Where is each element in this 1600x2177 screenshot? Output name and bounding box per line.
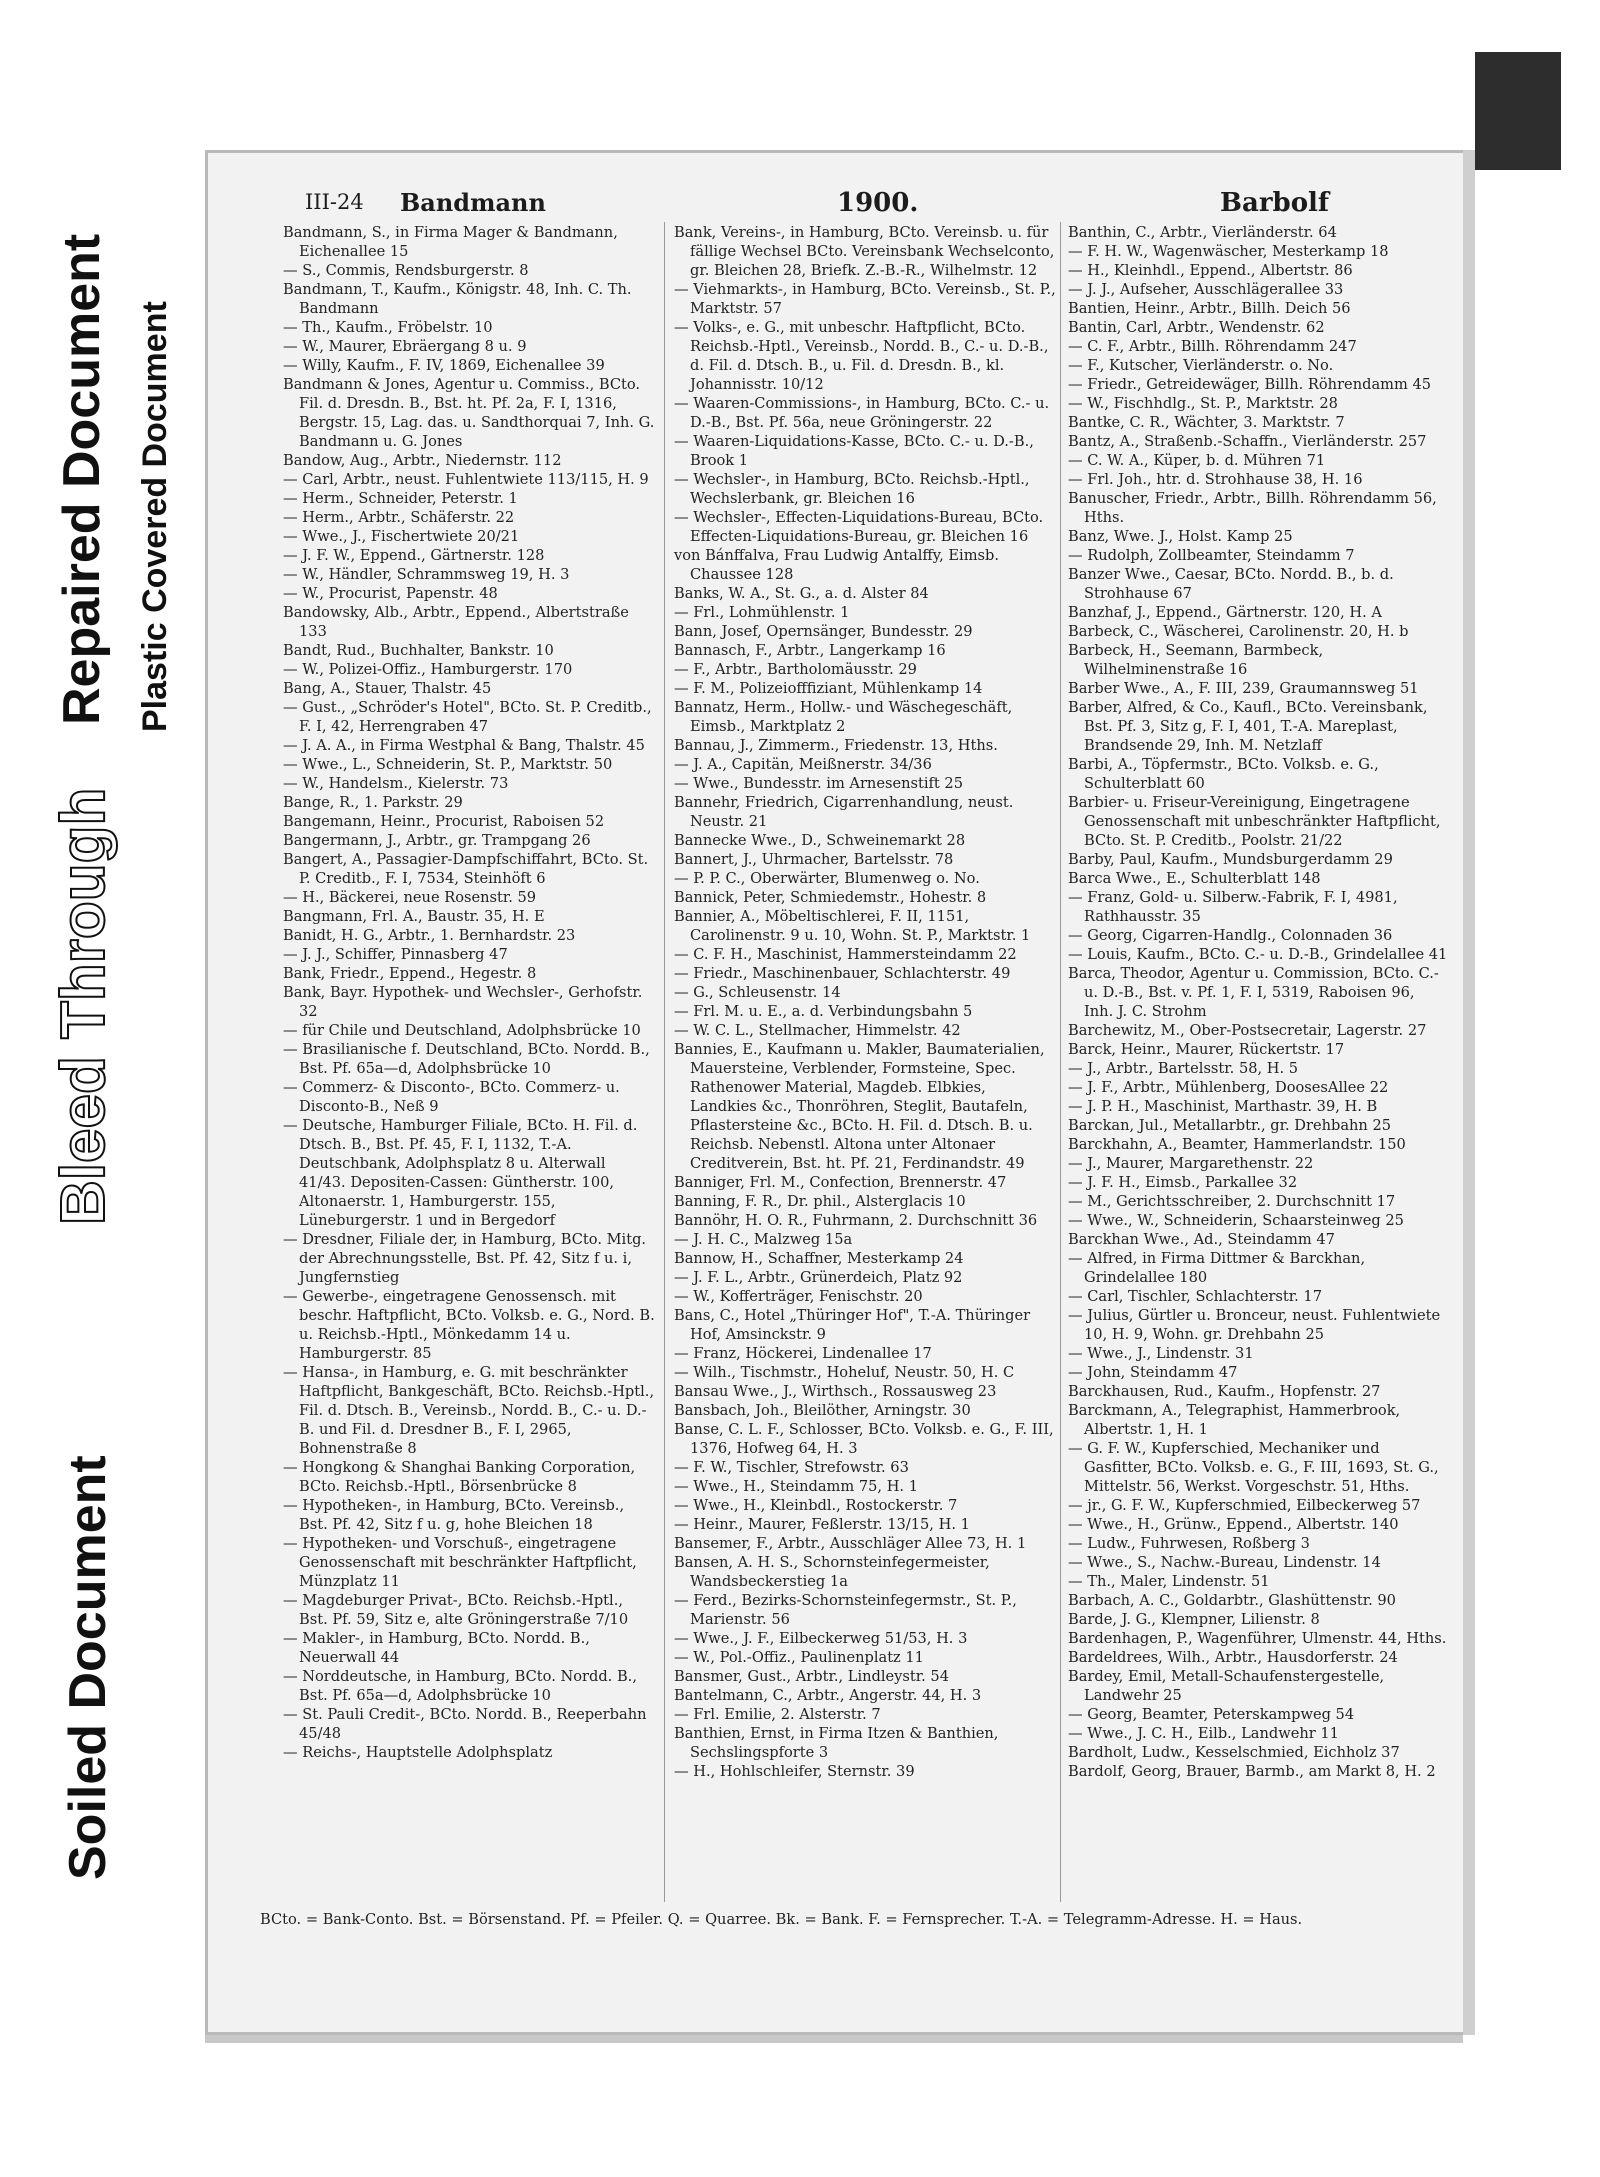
- directory-entry: Bandmann & Jones, Agentur u. Commiss., BCto. Fil. d. Dresdn. B., Bst. ht. Pf. 2a, F. I, 1316, Bergstr. 15, Lag. das. u. Sandthorquai 7, Inh. G. Bandmann u. G. Jones: [283, 376, 655, 450]
- dark-corner-strip: [1475, 52, 1561, 170]
- directory-entry: — S., Commis, Rendsburgerstr. 8: [283, 262, 529, 279]
- directory-entry: — C. W. A., Küper, b. d. Mühren 71: [1068, 452, 1326, 469]
- directory-entry: — Frl. Emilie, 2. Alsterstr. 7: [674, 1706, 881, 1723]
- directory-entry: Bandow, Aug., Arbtr., Niedernstr. 112: [283, 452, 562, 469]
- directory-entry: Bandmann, T., Kaufm., Königstr. 48, Inh. C. Th. Bandmann: [283, 281, 632, 317]
- directory-entry: Bantelmann, C., Arbtr., Angerstr. 44, H. 3: [674, 1687, 982, 1704]
- directory-entry: — W., Pol.-Offiz., Paulinenplatz 11: [674, 1649, 924, 1666]
- directory-entry: — W., Procurist, Papenstr. 48: [283, 585, 498, 602]
- directory-entry: — F. M., Polizeiofffiziant, Mühlenkamp 14: [674, 680, 983, 697]
- directory-entry: Bang, A., Stauer, Thalstr. 45: [283, 680, 492, 697]
- directory-entry: Bangmann, Frl. A., Baustr. 35, H. E: [283, 908, 545, 925]
- directory-entry: Barber Wwe., A., F. III, 239, Graumannsweg 51: [1068, 680, 1419, 697]
- directory-entry: Bannick, Peter, Schmiedemstr., Hohestr. 8: [674, 889, 987, 906]
- directory-entry: — Norddeutsche, in Hamburg, BCto. Nordd. B., Bst. Pf. 65a—d, Adolphsbrücke 10: [283, 1668, 637, 1704]
- directory-entry: — F., Kutscher, Vierländerstr. o. No.: [1068, 357, 1334, 374]
- directory-entry: Barbeck, H., Seemann, Barmbeck, Wilhelminenstraße 16: [1068, 642, 1324, 678]
- directory-entry: Barbach, A. C., Goldarbtr., Glashüttenstr. 90: [1068, 1592, 1396, 1609]
- directory-entry: — Ferd., Bezirks-Schornsteinfegermstr., St. P., Marienstr. 56: [674, 1592, 1017, 1628]
- directory-entry: — Herm., Arbtr., Schäferstr. 22: [283, 509, 515, 526]
- directory-entry: Bansemer, F., Arbtr., Ausschläger Allee 73, H. 1: [674, 1535, 1027, 1552]
- directory-entry: Bansau Wwe., J., Wirthsch., Rossausweg 23: [674, 1383, 997, 1400]
- directory-entry: Bantin, Carl, Arbtr., Wendenstr. 62: [1068, 319, 1325, 336]
- page-edge-strip: [1463, 150, 1475, 2035]
- directory-entry: — J., Maurer, Margarethenstr. 22: [1068, 1155, 1314, 1172]
- directory-entry: — Wwe., H., Steindamm 75, H. 1: [674, 1478, 918, 1495]
- directory-entry: Barckhahn, A., Beamter, Hammerlandstr. 150: [1068, 1136, 1406, 1153]
- directory-entry: Banzhaf, J., Eppend., Gärtnerstr. 120, H. A: [1068, 604, 1382, 621]
- directory-entry: Barbi, A., Töpfermstr., BCto. Volksb. e. G., Schulterblatt 60: [1068, 756, 1379, 792]
- directory-entry: — Louis, Kaufm., BCto. C.- u. D.-B., Grindelallee 41: [1068, 946, 1448, 963]
- directory-entry: — H., Bäckerei, neue Rosenstr. 59: [283, 889, 537, 906]
- directory-entry: — J. F., Arbtr., Mühlenberg, DoosesAllee 22: [1068, 1079, 1389, 1096]
- directory-entry: Banuscher, Friedr., Arbtr., Billh. Röhrendamm 56, Hths.: [1068, 490, 1437, 526]
- directory-entry: Bannatz, Herm., Hollw.- und Wäschegeschäft, Eimsb., Marktplatz 2: [674, 699, 1013, 735]
- stamp-soiled-document: Soiled Document: [59, 1455, 117, 1880]
- directory-entry: — Wwe., S., Nachw.-Bureau, Lindenstr. 14: [1068, 1554, 1381, 1571]
- directory-entry: — Commerz- & Disconto-, BCto. Commerz- u. Disconto-B., Neß 9: [283, 1079, 620, 1115]
- column-rule-2: [1060, 222, 1061, 1902]
- directory-entry: — Frl. M. u. E., a. d. Verbindungsbahn 5: [674, 1003, 973, 1020]
- directory-entry: — F. W., Tischler, Strefowstr. 63: [674, 1459, 909, 1476]
- directory-entry: Bardolf, Georg, Brauer, Barmb., am Markt 8, H. 2: [1068, 1763, 1436, 1780]
- directory-entry: Bannow, H., Schaffner, Mesterkamp 24: [674, 1250, 964, 1267]
- directory-entry: — Waaren-Liquidations-Kasse, BCto. C.- u. D.-B., Brook 1: [674, 433, 1034, 469]
- directory-entry: — Frl. Joh., htr. d. Strohhause 38, H. 16: [1068, 471, 1363, 488]
- directory-entry: Barckhan Wwe., Ad., Steindamm 47: [1068, 1231, 1335, 1248]
- directory-entry: — W., Kofferträger, Fenischstr. 20: [674, 1288, 923, 1305]
- left-keyword: Bandmann: [400, 188, 546, 217]
- directory-entry: Bannöhr, H. O. R., Fuhrmann, 2. Durchschnitt 36: [674, 1212, 1038, 1229]
- directory-entry: — G. F. W., Kupferschied, Mechaniker und Gasfitter, BCto. Volksb. e. G., F. III, 1693, St. G., Mittelstr. 56, Werkst. Vorgeschstr. 51, Hths.: [1068, 1440, 1439, 1495]
- directory-entry: — Volks-, e. G., mit unbeschr. Haftpflicht, BCto. Reichsb.-Hptl., Vereinsb., Nordd. B., C.- u. D.-B., d. Fil. d. Dtsch. B., u. Fil. d. Dresdn. B., kl. Johannisstr. 10/12: [674, 319, 1049, 393]
- directory-entry: — Frl., Lohmühlenstr. 1: [674, 604, 850, 621]
- directory-entry: Banzer Wwe., Caesar, BCto. Nordd. B., b. d. Strohhause 67: [1068, 566, 1394, 602]
- directory-entry: Bannecke Wwe., D., Schweinemarkt 28: [674, 832, 966, 849]
- directory-entry: Bannies, E., Kaufmann u. Makler, Baumaterialien, Mauersteine, Verblender, Formsteine, Spec. Rathenower Material, Magdeb. Elbkies, Landkies &c., Thonröhren, Steglit, Bautafeln, Pflastersteine &c., BCto. H. Fil. d. Dtsch. B. u. Reichsb. Nebenstl. Altona unter Altonaer Creditverein, Bst. ht. Pf. 21, Ferdinandstr. 49: [674, 1041, 1045, 1172]
- directory-entry: Bantz, A., Straßenb.-Schaffn., Vierländerstr. 257: [1068, 433, 1427, 450]
- directory-entry: — Hypotheken-, in Hamburg, BCto. Vereinsb., Bst. Pf. 42, Sitz f u. g, hohe Bleichen 18: [283, 1497, 625, 1533]
- directory-entry: — W., Händler, Schrammsweg 19, H. 3: [283, 566, 570, 583]
- directory-entry: Bannasch, F., Arbtr., Langerkamp 16: [674, 642, 946, 659]
- directory-entry: Bardeldrees, Wilh., Arbtr., Hausdorferstr. 24: [1068, 1649, 1398, 1666]
- directory-entry: Bangermann, J., Arbtr., gr. Trampgang 26: [283, 832, 591, 849]
- directory-entry: Bannier, A., Möbeltischlerei, F. II, 1151, Carolinenstr. 9 u. 10, Wohn. St. P., Marktstr. 1: [674, 908, 1031, 944]
- stamp-plastic-covered-document: Plastic Covered Document: [136, 301, 174, 732]
- directory-entry: — C. F. H., Maschinist, Hammersteindamm 22: [674, 946, 1017, 963]
- directory-entry: — Th., Maler, Lindenstr. 51: [1068, 1573, 1270, 1590]
- directory-entry: Bantke, C. R., Wächter, 3. Marktstr. 7: [1068, 414, 1345, 431]
- directory-entry: Bantien, Heinr., Arbtr., Billh. Deich 56: [1068, 300, 1351, 317]
- column-rule-1: [664, 222, 665, 1902]
- directory-entry: — jr., G. F. W., Kupferschmied, Eilbeckerweg 57: [1068, 1497, 1421, 1514]
- stamp-bleed-text: Bleed Through: [49, 787, 118, 1225]
- directory-entry: Barde, J. G., Klempner, Lilienstr. 8: [1068, 1611, 1320, 1628]
- directory-entry: — Wilh., Tischmstr., Hoheluf, Neustr. 50, H. C: [674, 1364, 1015, 1381]
- directory-entry: — J. F. W., Eppend., Gärtnerstr. 128: [283, 547, 545, 564]
- year: 1900.: [837, 188, 919, 218]
- directory-entry: Banthin, C., Arbtr., Vierländerstr. 64: [1068, 224, 1337, 241]
- directory-entry: Bann, Josef, Opernsänger, Bundesstr. 29: [674, 623, 973, 640]
- directory-entry: Bardholt, Ludw., Kesselschmied, Eichholz 37: [1068, 1744, 1400, 1761]
- directory-entry: Barca Wwe., E., Schulterblatt 148: [1068, 870, 1321, 887]
- directory-entry: Bangert, A., Passagier-Dampfschiffahrt, BCto. St. P. Creditb., F. I, 7534, Steinhöft 6: [283, 851, 649, 887]
- directory-entry: — Carl, Arbtr., neust. Fuhlentwiete 113/115, H. 9: [283, 471, 649, 488]
- directory-entry: — F., Arbtr., Bartholomäusstr. 29: [674, 661, 917, 678]
- directory-column-1: [283, 223, 655, 1762]
- directory-entry: Banz, Wwe. J., Holst. Kamp 25: [1068, 528, 1293, 545]
- directory-entry: Barca, Theodor, Agentur u. Commission, BCto. C.- u. D.-B., Bst. v. Pf. 1, F. I, 5319, Raboisen 96, Inh. J. C. Strohm: [1068, 965, 1439, 1020]
- directory-entry: — W. C. L., Stellmacher, Himmelstr. 42: [674, 1022, 961, 1039]
- directory-entry: Barchewitz, M., Ober-Postsecretair, Lagerstr. 27: [1068, 1022, 1427, 1039]
- directory-entry: Bandt, Rud., Buchhalter, Bankstr. 10: [283, 642, 554, 659]
- directory-entry: — St. Pauli Credit-, BCto. Nordd. B., Reeperbahn 45/48: [283, 1706, 647, 1742]
- directory-entry: — G., Schleusenstr. 14: [674, 984, 841, 1001]
- directory-entry: — Wwe., H., Kleinbdl., Rostockerstr. 7: [674, 1497, 958, 1514]
- directory-entry: Barby, Paul, Kaufm., Mundsburgerdamm 29: [1068, 851, 1393, 868]
- directory-entry: Bandmann, S., in Firma Mager & Bandmann, Eichenallee 15: [283, 224, 618, 260]
- directory-entry: — Dresdner, Filiale der, in Hamburg, BCto. Mitg. der Abrechnungsstelle, Bst. Pf. 42, Sitz f u. i, Jungfernstieg: [283, 1231, 647, 1286]
- directory-entry: — Georg, Beamter, Peterskampweg 54: [1068, 1706, 1355, 1723]
- directory-entry: — H., Hohlschleifer, Sternstr. 39: [674, 1763, 915, 1780]
- directory-entry: — Reichs-, Hauptstelle Adolphsplatz: [283, 1744, 553, 1761]
- directory-entry: — Willy, Kaufm., F. IV, 1869, Eichenallee 39: [283, 357, 605, 374]
- directory-entry: Bansbach, Joh., Bleilöther, Arningstr. 30: [674, 1402, 971, 1419]
- directory-entry: — W., Fischhdlg., St. P., Marktstr. 28: [1068, 395, 1338, 412]
- directory-entry: Barckan, Jul., Metallarbtr., gr. Drehbahn 25: [1068, 1117, 1392, 1134]
- directory-entry: Barbier- u. Friseur-Vereinigung, Eingetragene Genossenschaft mit unbeschränkter Haftpflicht, BCto. St. P. Creditb., Poolstr. 21/22: [1068, 794, 1441, 849]
- directory-entry: — Heinr., Maurer, Feßlerstr. 13/15, H. 1: [674, 1516, 970, 1533]
- directory-entry: — H., Kleinhdl., Eppend., Albertstr. 86: [1068, 262, 1353, 279]
- directory-entry: — Ludw., Fuhrwesen, Roßberg 3: [1068, 1535, 1310, 1552]
- directory-entry: Bandowsky, Alb., Arbtr., Eppend., Albertstraße 133: [283, 604, 629, 640]
- directory-entry: Banthien, Ernst, in Firma Itzen & Banthien, Sechslingspforte 3: [674, 1725, 999, 1761]
- directory-entry: — Gust., „Schröder's Hotel", BCto. St. P. Creditb., F. I, 42, Herrengraben 47: [283, 699, 652, 735]
- directory-entry: Banks, W. A., St. G., a. d. Alster 84: [674, 585, 929, 602]
- directory-entry: — W., Handelsm., Kielerstr. 73: [283, 775, 509, 792]
- directory-entry: — Deutsche, Hamburger Filiale, BCto. H. Fil. d. Dtsch. B., Bst. Pf. 45, F. I, 1132, T.-A. Deutschbank, Adolphsplatz 8 u. Alterwall 41/43. Depositen-Cassen: Güntherstr. 100, Altonaerstr. 1, Hamburgerstr. 155, Lüneburgerstr. 1 und in Bergedorf: [283, 1117, 638, 1229]
- directory-entry: — Gewerbe-, eingetragene Genossensch. mit beschr. Haftpflicht, BCto. Volksb. e. G., Nord. B. u. Reichsb.-Hptl., Mönkedamm 14 u. Hamburgerstr. 85: [283, 1288, 655, 1362]
- directory-entry: — W., Maurer, Ebräergang 8 u. 9: [283, 338, 527, 355]
- stamp-repaired-document: Repaired Document: [53, 233, 111, 725]
- directory-entry: — F. H. W., Wagenwäscher, Mesterkamp 18: [1068, 243, 1389, 260]
- directory-entry: — Viehmarkts-, in Hamburg, BCto. Vereinsb., St. P., Marktstr. 57: [674, 281, 1056, 317]
- directory-entry: — J. F. L., Arbtr., Grünerdeich, Platz 92: [674, 1269, 963, 1286]
- directory-column-2: [674, 223, 1056, 1781]
- directory-entry: Bank, Bayr. Hypothek- und Wechsler-, Gerhofstr. 32: [283, 984, 643, 1020]
- directory-entry: — J. F. H., Eimsb., Parkallee 32: [1068, 1174, 1298, 1191]
- directory-entry: von Bánffalva, Frau Ludwig Antalffy, Eimsb. Chaussee 128: [674, 547, 1000, 583]
- directory-entry: Barck, Heinr., Maurer, Rückertstr. 17: [1068, 1041, 1345, 1058]
- directory-entry: — Georg, Cigarren-Handlg., Colonnaden 36: [1068, 927, 1393, 944]
- directory-entry: Bangemann, Heinr., Procurist, Raboisen 52: [283, 813, 605, 830]
- directory-entry: — P. P. C., Oberwärter, Blumenweg o. No.: [674, 870, 980, 887]
- directory-entry: Barckhausen, Rud., Kaufm., Hopfenstr. 27: [1068, 1383, 1381, 1400]
- directory-entry: — Hypotheken- und Vorschuß-, eingetragene Genossenschaft mit beschränkter Haftpflicht, Münzplatz 11: [283, 1535, 637, 1590]
- directory-entry: — Franz, Höckerei, Lindenallee 17: [674, 1345, 932, 1362]
- abbreviation-footer: BCto. = Bank-Conto. Bst. = Börsenstand. Pf. = Pfeiler. Q. = Quarree. Bk. = Bank. F. = Fernsprecher. T.-A. = Telegramm-Adresse. H. = Haus.: [260, 1911, 1303, 1928]
- directory-entry: Bange, R., 1. Parkstr. 29: [283, 794, 463, 811]
- directory-entry: — Wwe., W., Schneiderin, Schaarsteinweg 25: [1068, 1212, 1404, 1229]
- directory-entry: — Wwe., Bundesstr. im Arnesenstift 25: [674, 775, 963, 792]
- directory-entry: — Hongkong & Shanghai Banking Corporation, BCto. Reichsb.-Hptl., Börsenbrücke 8: [283, 1459, 636, 1495]
- directory-entry: Bank, Friedr., Eppend., Hegestr. 8: [283, 965, 537, 982]
- directory-entry: — Julius, Gürtler u. Bronceur, neust. Fuhlentwiete 10, H. 9, Wohn. gr. Drehbahn 25: [1068, 1307, 1441, 1343]
- directory-entry: — Wwe., L., Schneiderin, St. P., Marktstr. 50: [283, 756, 613, 773]
- directory-entry: — J. J., Aufseher, Ausschlägerallee 33: [1068, 281, 1344, 298]
- directory-entry: Banning, F. R., Dr. phil., Alsterglacis 10: [674, 1193, 966, 1210]
- directory-entry: Banniger, Frl. M., Confection, Brennerstr. 47: [674, 1174, 1007, 1191]
- directory-entry: — J. A. A., in Firma Westphal & Bang, Thalstr. 45: [283, 737, 645, 754]
- directory-entry: — Makler-, in Hamburg, BCto. Nordd. B., Neuerwall 44: [283, 1630, 590, 1666]
- directory-entry: — Wwe., J. F., Eilbeckerweg 51/53, H. 3: [674, 1630, 968, 1647]
- directory-entry: — M., Gerichtsschreiber, 2. Durchschnitt 17: [1068, 1193, 1396, 1210]
- directory-entry: Bans, C., Hotel „Thüringer Hof", T.-A. Thüringer Hof, Amsinckstr. 9: [674, 1307, 1031, 1343]
- directory-entry: Bannehr, Friedrich, Cigarrenhandlung, neust. Neustr. 21: [674, 794, 1014, 830]
- directory-entry: — C. F., Arbtr., Billh. Röhrendamm 247: [1068, 338, 1357, 355]
- directory-entry: Banidt, H. G., Arbtr., 1. Bernhardstr. 23: [283, 927, 576, 944]
- directory-entry: — Waaren-Commissions-, in Hamburg, BCto. C.- u. D.-B., Bst. Pf. 56a, neue Gröningerstr. 22: [674, 395, 1050, 431]
- directory-entry: Bardenhagen, P., Wagenführer, Ulmenstr. 44, Hths.: [1068, 1630, 1447, 1647]
- directory-entry: — Wechsler-, in Hamburg, BCto. Reichsb.-Hptl., Wechslerbank, gr. Bleichen 16: [674, 471, 1030, 507]
- directory-entry: — W., Polizei-Offiz., Hamburgerstr. 170: [283, 661, 573, 678]
- directory-entry: — J. J., Schiffer, Pinnasberg 47: [283, 946, 508, 963]
- directory-entry: — J. H. C., Malzweg 15a: [674, 1231, 853, 1248]
- directory-column-3: [1068, 223, 1448, 1781]
- directory-entry: Bansmer, Gust., Arbtr., Lindleystr. 54: [674, 1668, 949, 1685]
- directory-entry: — Th., Kaufm., Fröbelstr. 10: [283, 319, 493, 336]
- directory-entry: — Magdeburger Privat-, BCto. Reichsb.-Hptl., Bst. Pf. 59, Sitz e, alte Gröningerstraße 7/10: [283, 1592, 629, 1628]
- directory-entry: — Franz, Gold- u. Silberw.-Fabrik, F. I, 4981, Rathhausstr. 35: [1068, 889, 1398, 925]
- directory-entry: Barckmann, A., Telegraphist, Hammerbrook, Albertstr. 1, H. 1: [1068, 1402, 1401, 1438]
- directory-entry: — J. A., Capitän, Meißnerstr. 34/36: [674, 756, 932, 773]
- directory-entry: — J. P. H., Maschinist, Marthastr. 39, H. B: [1068, 1098, 1378, 1115]
- directory-entry: Barber, Alfred, & Co., Kaufl., BCto. Vereinsbank, Bst. Pf. 3, Sitz g, F. I, 401, T.-A. Mareplast, Brandsende 29, Inh. M. Netzlaff: [1068, 699, 1428, 754]
- directory-entry: — für Chile und Deutschland, Adolphsbrücke 10: [283, 1022, 641, 1039]
- directory-entry: — Wwe., J. C. H., Eilb., Landwehr 11: [1068, 1725, 1339, 1742]
- directory-entry: — Friedr., Maschinenbauer, Schlachterstr. 49: [674, 965, 1011, 982]
- directory-entry: — Hansa-, in Hamburg, e. G. mit beschränkter Haftpflicht, Bankgeschäft, BCto. Reichsb.-Hptl., Fil. d. Dtsch. B., Vereinsb., Nordd. B., C.- u. D.-B. und Fil. d. Dresdner B., F. I, 2965, Bohnenstraße 8: [283, 1364, 655, 1457]
- directory-entry: — Rudolph, Zollbeamter, Steindamm 7: [1068, 547, 1355, 564]
- directory-entry: Bank, Vereins-, in Hamburg, BCto. Vereinsb. u. für fällige Wechsel BCto. Vereinsbank Wechselconto, gr. Bleichen 28, Briefk. Z.-B.-R., Wilhelmstr. 12: [674, 224, 1055, 279]
- directory-entry: Bardey, Emil, Metall-Schaufenstergestelle, Landwehr 25: [1068, 1668, 1385, 1704]
- page-header: [305, 188, 1440, 222]
- page-bottom-shadow: [205, 2035, 1463, 2043]
- directory-entry: — Herm., Schneider, Peterstr. 1: [283, 490, 518, 507]
- directory-entry: — Wechsler-, Effecten-Liquidations-Bureau, BCto. Effecten-Liquidations-Bureau, gr. Bleichen 16: [674, 509, 1044, 545]
- directory-entry: — Wwe., H., Grünw., Eppend., Albertstr. 140: [1068, 1516, 1399, 1533]
- directory-entry: — J., Arbtr., Bartelsstr. 58, H. 5: [1068, 1060, 1299, 1077]
- directory-entry: — John, Steindamm 47: [1068, 1364, 1238, 1381]
- directory-entry: — Carl, Tischler, Schlachterstr. 17: [1068, 1288, 1322, 1305]
- directory-entry: Bansen, A. H. S., Schornsteinfegermeister, Wandsbeckerstieg 1a: [674, 1554, 990, 1590]
- page-number: III-24: [305, 190, 364, 214]
- directory-entry: Banse, C. L. F., Schlosser, BCto. Volksb. e. G., F. III, 1376, Hofweg 64, H. 3: [674, 1421, 1054, 1457]
- directory-entry: — Friedr., Getreidewäger, Billh. Röhrendamm 45: [1068, 376, 1432, 393]
- directory-entry: Bannau, J., Zimmerm., Friedenstr. 13, Hths.: [674, 737, 998, 754]
- right-keyword: Barbolf: [1220, 188, 1330, 218]
- directory-entry: — Brasilianische f. Deutschland, BCto. Nordd. B., Bst. Pf. 65a—d, Adolphsbrücke 10: [283, 1041, 650, 1077]
- directory-entry: Bannert, J., Uhrmacher, Bartelsstr. 78: [674, 851, 954, 868]
- directory-entry: Barbeck, C., Wäscherei, Carolinenstr. 20, H. b: [1068, 623, 1409, 640]
- stamp-bleed-through: [48, 788, 119, 1225]
- directory-entry: — Wwe., J., Lindenstr. 31: [1068, 1345, 1254, 1362]
- directory-entry: — Wwe., J., Fischertwiete 20/21: [283, 528, 520, 545]
- directory-entry: — Alfred, in Firma Dittmer & Barckhan, Grindelallee 180: [1068, 1250, 1366, 1286]
